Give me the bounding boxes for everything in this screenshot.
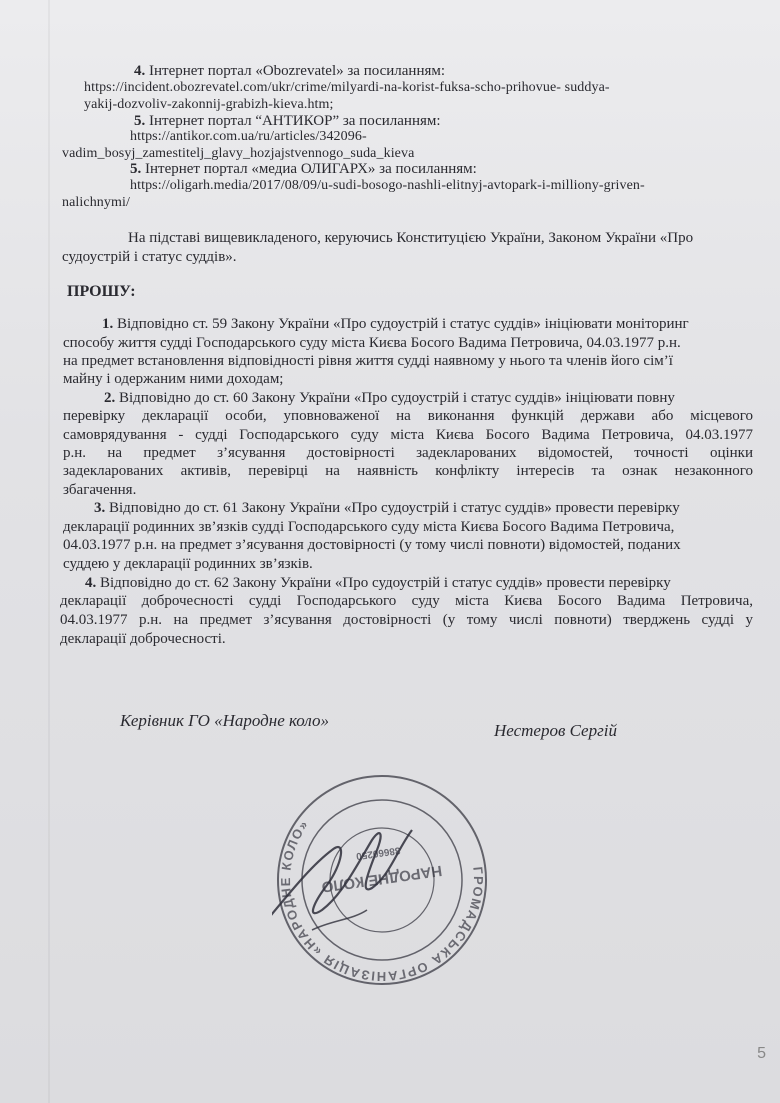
organization-stamp: [272, 770, 492, 990]
signatory-name: Нестеров Сергій: [494, 721, 617, 740]
request-item: [94, 499, 680, 517]
request-line: перевірку декларації особи, уповноваженої на виконання функцій держави або місцевого: [63, 408, 753, 424]
page-number: 5: [757, 1045, 766, 1062]
source-url: https://incident.obozrevatel.com/ukr/crime/milyardi-na-korist-fuksa-scho-prihovue- suddya-: [84, 80, 610, 95]
stamp-outer-text: ГРОМАДСЬКА ОРГАНІЗАЦІЯ «НАРОДНЕ КОЛО»: [277, 816, 487, 985]
request-line: декларації родинних зв’язків судді Господарського суду міста Києва Босого Вадима Петровича,: [63, 519, 675, 535]
request-line: 04.03.1977 р.н. на предмет з’ясування достовірності (у тому числі повноти) відомостей, поданих: [63, 537, 681, 553]
request-line: Відповідно до ст. 62 Закону України «Про судоустрій і статус суддів» провести перевірку: [100, 575, 671, 591]
source-url: nalichnymi/: [62, 195, 130, 210]
basis-paragraph: судоустрій і статус суддів».: [62, 249, 237, 265]
source-title: Інтернет портал «медиа ОЛИГАРХ» за посиланням:: [145, 161, 477, 177]
request-line: Відповідно до ст. 60 Закону України «Про судоустрій і статус суддів» ініціювати повну: [119, 390, 675, 406]
source-item: [134, 112, 441, 130]
request-number: 4.: [85, 575, 97, 591]
request-line: способу життя судді Господарського суду міста Києва Босого Вадима Петровича, 04.03.1977 р.н.: [63, 335, 681, 351]
page-shadow: [48, 0, 50, 1103]
source-title: Інтернет портал «Obozrevatel» за посиланням:: [149, 63, 446, 79]
request-line: декларації доброчесності.: [60, 631, 226, 647]
source-url: yakij-dozvoliv-zakonnij-grabizh-kieva.htm;: [84, 97, 334, 112]
signatory-position: Керівник ГО «Народне коло»: [120, 711, 330, 730]
request-item: [104, 389, 675, 407]
request-line: 04.03.1977 р.н. на предмет з’ясування достовірності (у тому числі повноти) тверджень судді у: [60, 612, 753, 628]
source-number: 5.: [134, 113, 146, 129]
request-line: задекларованих активів, перевірці на наявність конфлікту інтересів та ознак незаконного: [63, 463, 753, 479]
request-line: декларації доброчесності судді Господарського суду міста Києва Босого Вадима Петровича,: [60, 593, 753, 609]
source-url: https://antikor.com.ua/ru/articles/342096-: [130, 129, 367, 144]
request-line: на предмет встановлення відповідності рівня життя судді наявному у нього та членів його сім’ї: [63, 353, 673, 369]
request-number: 3.: [94, 500, 106, 516]
request-line: Відповідно ст. 59 Закону України «Про судоустрій і статус суддів» ініціювати моніторинг: [117, 316, 689, 332]
source-item: [130, 160, 477, 178]
request-item: [85, 574, 671, 592]
source-title: Інтернет портал “АНТИКОР” за посиланням:: [149, 113, 441, 129]
source-number: 5.: [130, 161, 142, 177]
request-number: 2.: [104, 390, 116, 406]
source-item: [134, 62, 445, 80]
request-line: майну і одержаним ними доходам;: [63, 371, 284, 387]
request-line: р.н. на предмет з’ясування достовірності задекларованих відомостей, точності оцінки: [63, 445, 753, 461]
request-number: 1.: [102, 316, 114, 332]
request-line: Відповідно до ст. 61 Закону України «Про судоустрій і статус суддів» провести перевірку: [109, 500, 680, 516]
stamp-center-text: НАРОДНЕ КОЛО: [320, 861, 444, 896]
request-line: суддею у декларації родинних зв’язків.: [63, 556, 313, 572]
source-url: https://oligarh.media/2017/08/09/u-sudi-bosogo-nashli-elitnyj-avtopark-i-milliony-griven-: [130, 178, 645, 193]
stamp-code: 38660250: [355, 844, 401, 862]
request-item: [102, 315, 689, 333]
request-line: збагачення.: [63, 482, 137, 498]
basis-paragraph: На підставі вищевикладеного, керуючись Конституцією України, Законом України «Про: [128, 230, 694, 246]
request-line: самоврядування - судді Господарського суду міста Києва Босого Вадима Петровича, 04.03.1977: [63, 427, 753, 443]
source-number: 4.: [134, 63, 146, 79]
request-heading: ПРОШУ:: [67, 283, 136, 300]
source-url: vadim_bosyj_zamestitelj_glavy_hozjajstvennogo_suda_kieva: [62, 146, 415, 161]
